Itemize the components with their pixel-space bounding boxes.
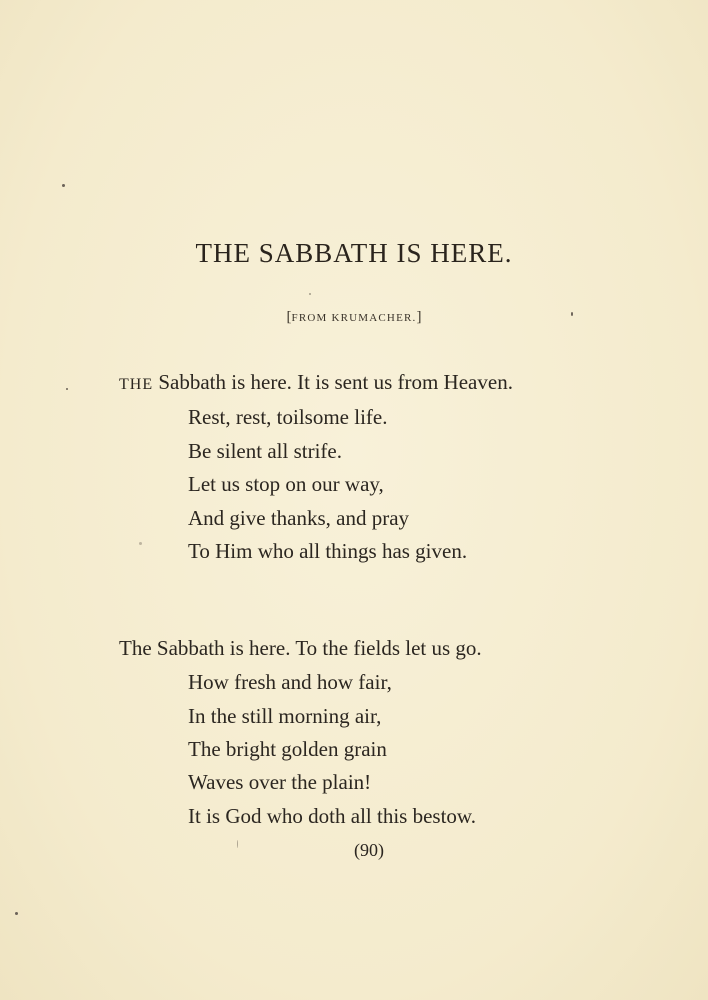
poem-title: THE SABBATH IS HERE.: [195, 238, 513, 268]
source-open-bracket: [: [286, 309, 292, 325]
stanza2-line5: Waves over the plain!: [188, 770, 372, 794]
stanza2-line2: How fresh and how fair,: [188, 670, 392, 694]
paper-speck: [237, 840, 238, 848]
paper-speck: [62, 184, 65, 187]
stanza2-line4: The bright golden grain: [188, 737, 387, 761]
stanza2-line3: In the still morning air,: [188, 704, 382, 728]
page-number: (90): [354, 840, 384, 860]
stanza2-line1: The Sabbath is here. To the fields let us go.: [119, 636, 482, 660]
paper-speck: [571, 312, 573, 316]
paper-speck: [66, 388, 68, 390]
stanza1-line6: To Him who all things has given.: [188, 539, 468, 563]
stanza1-line4: Let us stop on our way,: [188, 472, 384, 496]
paper-speck: [15, 912, 18, 915]
stanza1-line1: [119, 370, 513, 395]
paper-speck: [309, 293, 311, 295]
stanza1-line3: Be silent all strife.: [188, 439, 342, 463]
stanza2-line6: It is God who doth all this bestow.: [188, 804, 476, 828]
stanza1-lead-word: THE: [119, 376, 154, 393]
paper-speck: [139, 542, 142, 545]
poem-source: [0, 309, 708, 326]
stanza1-line1-text: Sabbath is here. It is sent us from Heaven.: [153, 370, 513, 394]
stanza1-line5: And give thanks, and pray: [188, 506, 410, 530]
source-attribution: FROM KRUMACHER.: [291, 312, 417, 324]
stanza1-line2: Rest, rest, toilsome life.: [188, 405, 388, 429]
source-close-bracket: ]: [416, 309, 422, 325]
